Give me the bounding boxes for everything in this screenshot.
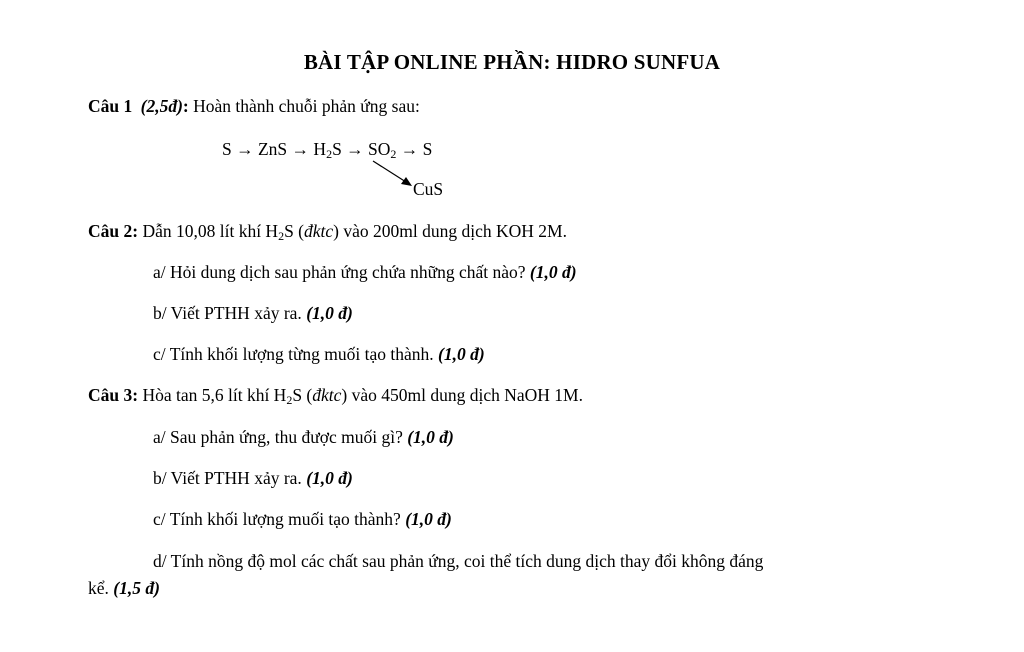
chain-arrow-1: → xyxy=(236,139,254,159)
reaction-chain xyxy=(222,141,432,159)
question-3-item-d: d/ Tính nồng độ mol các chất sau phản ứng, coi thể tích dung dịch thay đổi không đáng xyxy=(153,551,764,571)
chain-so2: $SO_2$ xyxy=(368,139,397,161)
question-3-item-b: b/ Viết PTHH xảy ra. (1,0 đ) xyxy=(153,468,353,488)
question-1-label: Câu 1 xyxy=(88,96,133,116)
chain-cus: CuS xyxy=(413,179,444,199)
question-1-text: Hoàn thành chuỗi phản ứng sau: xyxy=(188,96,420,116)
question-2-item-c: c/ Tính khối lượng từng muối tạo thành. (1,0 đ) xyxy=(153,344,485,364)
question-3-item-c: c/ Tính khối lượng muối tạo thành? (1,0 đ) xyxy=(153,509,452,529)
page-title: BÀI TẬP ONLINE PHẦN: HIDRO SUNFUA xyxy=(303,50,721,74)
chain-h2s: $H_2S$ xyxy=(313,139,342,161)
question-3-item-d-cont: kể. (1,5 đ) xyxy=(88,578,160,598)
question-3-item-a: a/ Sau phản ứng, thu được muối gì? (1,0 đ) xyxy=(153,427,454,447)
chain-s-end: S xyxy=(422,139,433,159)
question-3: Câu 3: Hòa tan 5,6 lít khí $H_2S$ (đktc) vào 450ml dung dịch NaOH 1M. xyxy=(88,385,583,407)
question-2-item-b: b/ Viết PTHH xảy ra. (1,0 đ) xyxy=(153,303,353,323)
question-2-label: Câu 2: xyxy=(88,221,139,241)
chain-arrow-4: → xyxy=(400,139,419,159)
question-1-colon: : xyxy=(182,96,189,116)
chain-arrow-3: → xyxy=(346,139,364,159)
chain-s-start: S xyxy=(222,139,232,159)
question-1-points: (2,5đ) xyxy=(140,96,183,116)
chain-zns: ZnS xyxy=(257,139,288,159)
question-2: Câu 2: Dẫn 10,08 lít khí $H_2S$ (đktc) vào 200ml dung dịch KOH 2M. xyxy=(88,221,567,243)
question-2-item-a: a/ Hỏi dung dịch sau phản ứng chứa những chất nào? (1,0 đ) xyxy=(153,262,577,282)
question-1 xyxy=(88,98,420,116)
question-3-label: Câu 3: xyxy=(88,385,139,405)
chain-arrow-2: → xyxy=(291,139,310,159)
branch-arrow-icon xyxy=(360,158,420,190)
